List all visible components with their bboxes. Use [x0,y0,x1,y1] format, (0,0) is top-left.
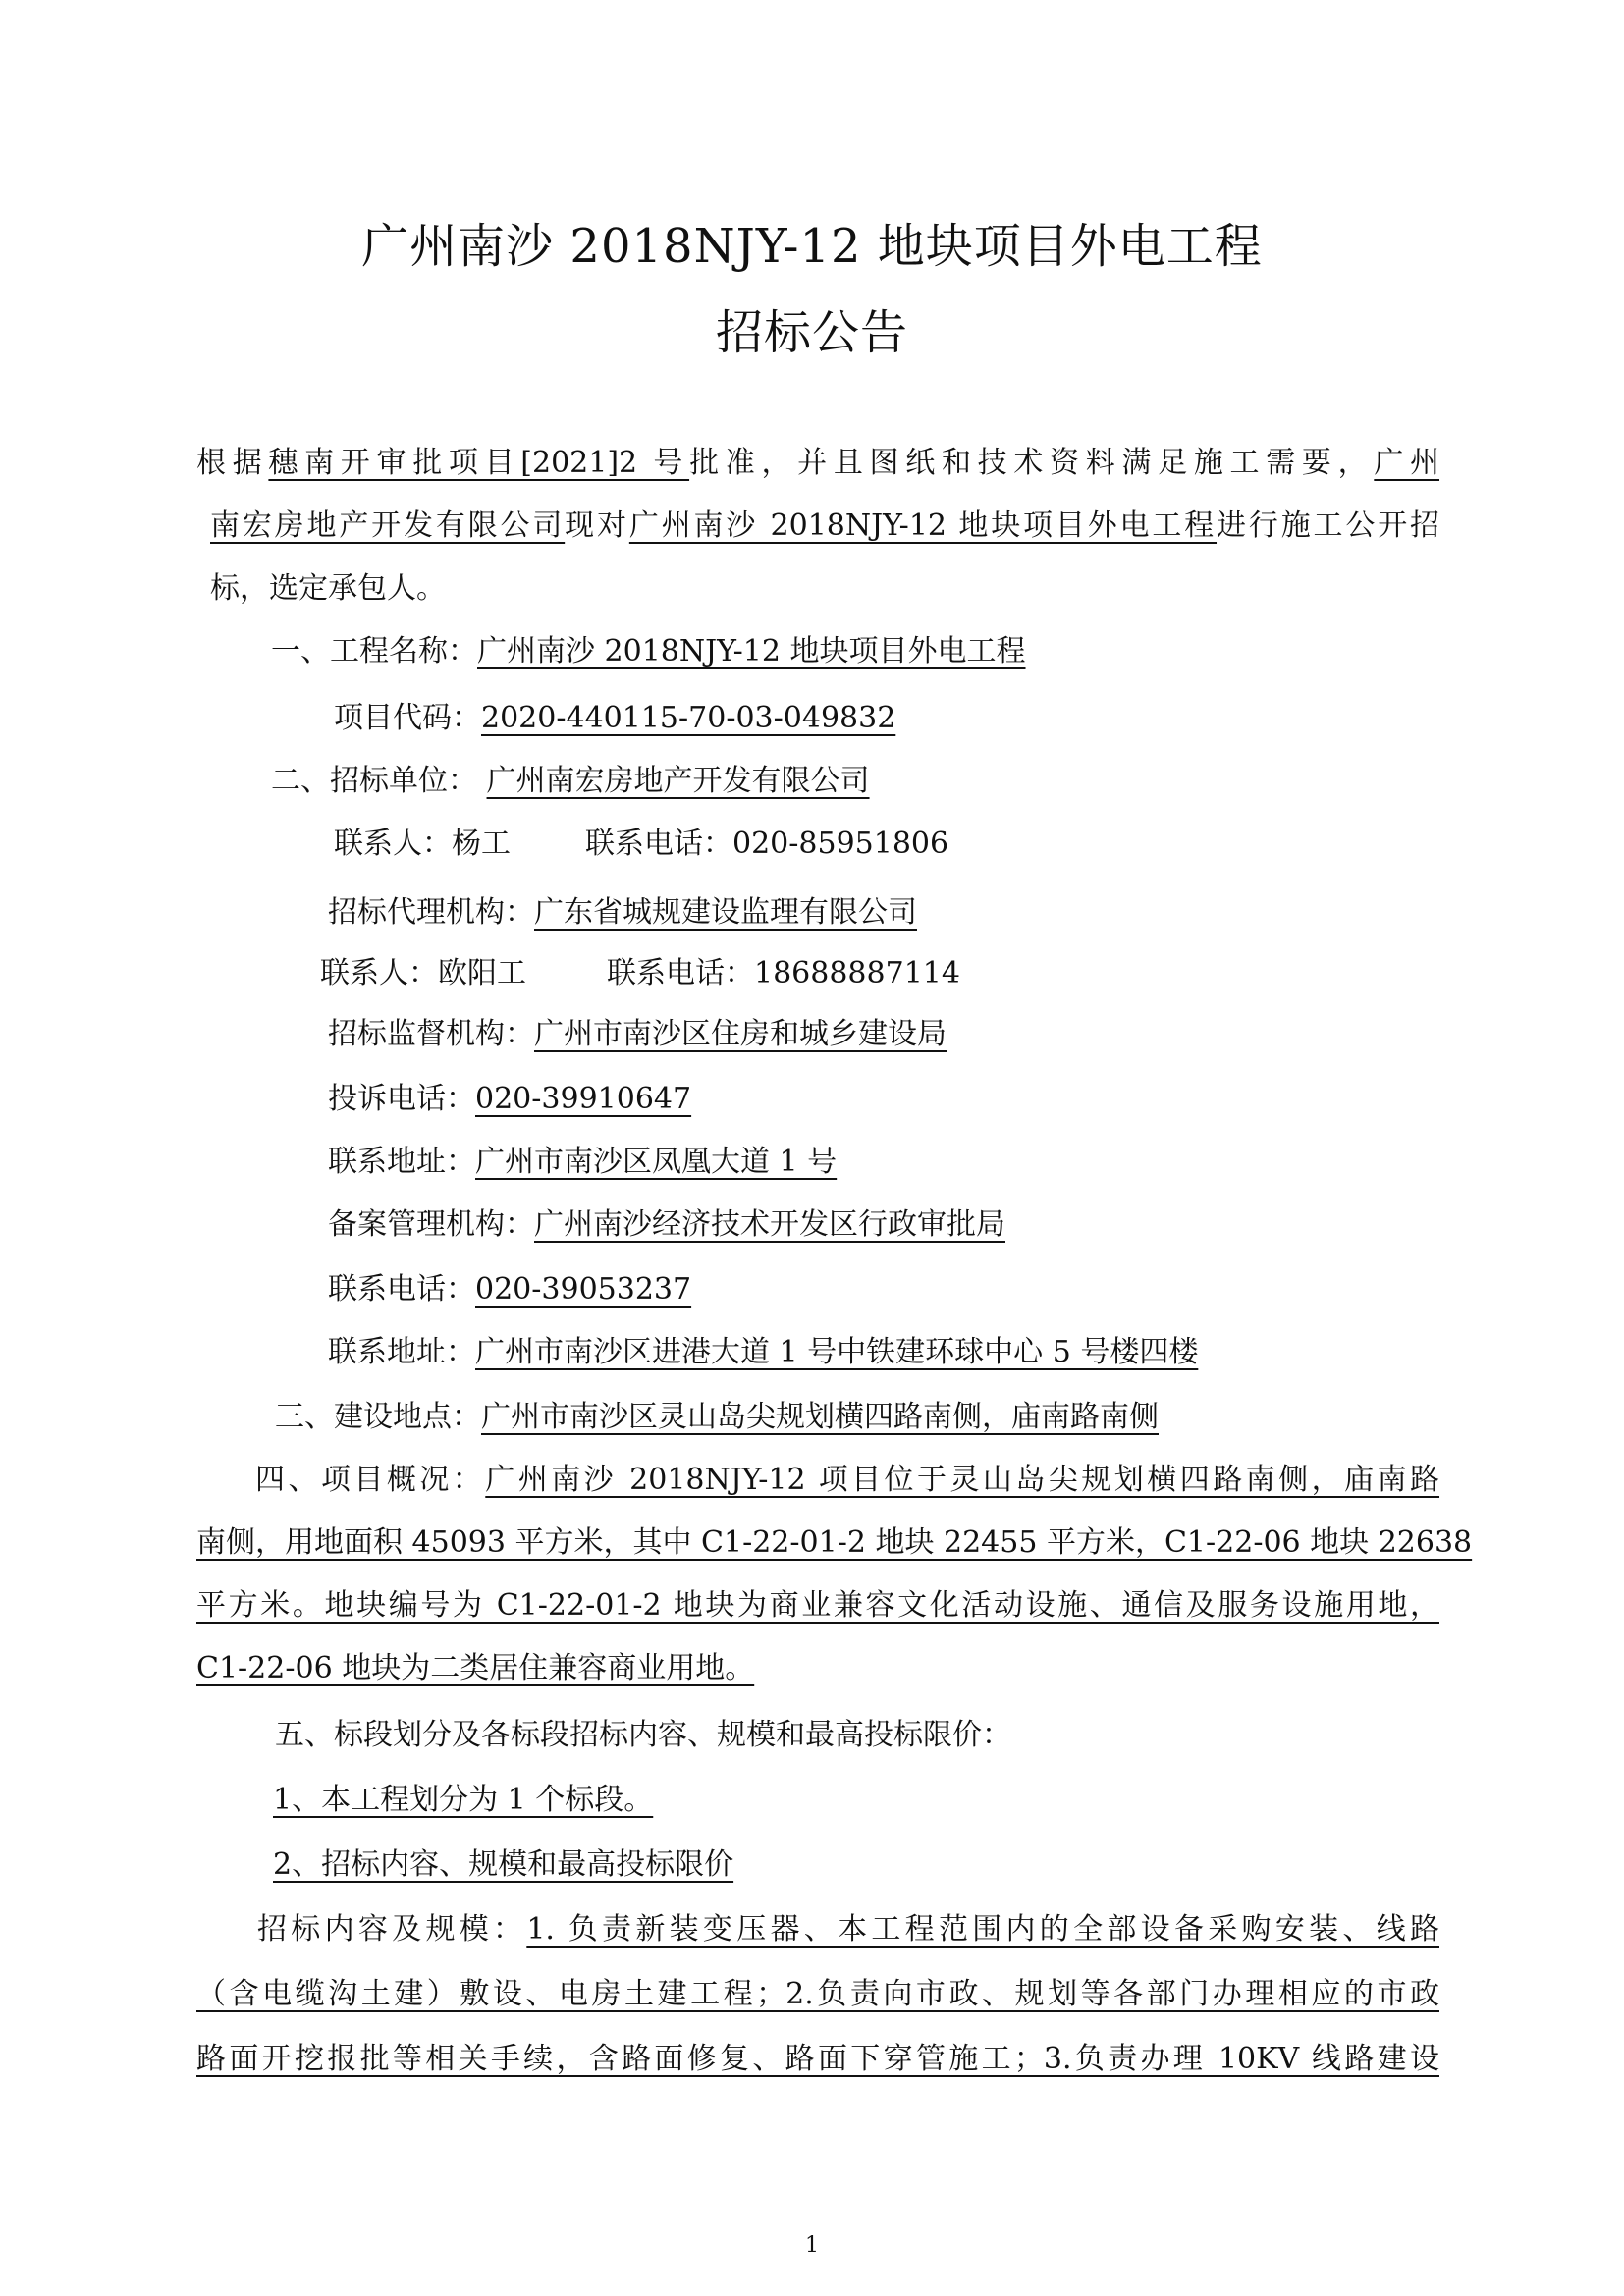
agency-value: 广东省城规建设监理有限公司 [534,895,917,930]
tenderer-contact-person: 联系人：杨工 [334,827,511,861]
supervisor-address-value: 广州市南沙区凤凰大道 1 号 [475,1145,838,1179]
record-address-value: 广州市南沙区进港大道 1 号中铁建环球中心 5 号楼四楼 [475,1335,1199,1369]
scope-text-1: 1. 负责新装变压器、本工程范围内的全部设备采购安装、线路 [526,1912,1439,1947]
tenderer-phone: 020-85951806 [732,827,949,861]
section-2-value: 广州南宏房地产开发有限公司 [486,764,870,798]
section-3-label: 三、建设地点： [275,1400,481,1434]
project-code-value: 2020-440115-70-03-049832 [481,701,896,735]
scope-line-1 [257,1910,1439,1949]
agency-label: 招标代理机构： [328,895,534,930]
agency-phone-label: 联系电话： [607,956,754,990]
section-4-line-2: 南侧，用地面积 45093 平方米，其中 C1-22-01-2 地块 22455 平方米，C1-22-06 地块 22638 [196,1525,1473,1560]
intro-text-3: 现对 [565,508,629,543]
approval-number: 穗南开审批项目[2021]2 号 [268,446,690,480]
project-code [334,699,895,738]
agency-phone: 18688887114 [754,956,960,990]
intro-line-3: 标，选定承包人。 [210,571,446,606]
scope-line-2: （含电缆沟土建）敷设、电房土建工程；2.负责向市政、规划等各部门办理相应的市政 [196,1977,1439,2011]
intro-text-2: 批准，并且图纸和技术资料满足施工需要， [689,446,1375,480]
owner-name-part-a: 广州 [1374,446,1440,480]
tenderer-phone-label: 联系电话： [585,827,732,861]
supervisor [328,1015,947,1054]
section-5-item-1: 1、本工程划分为 1 个标段。 [273,1783,654,1817]
record-address-label: 联系地址： [328,1335,475,1369]
complaint-phone-label: 投诉电话： [328,1082,475,1116]
agency-contact-person: 联系人：欧阳工 [320,956,526,990]
project-name: 广州南沙 2018NJY-12 地块项目外电工程 [628,508,1218,543]
supervisor-label: 招标监督机构： [328,1017,534,1051]
intro-text-4: 进行施工公开招 [1217,508,1440,543]
section-4-text-1: 广州南沙 2018NJY-12 项目位于灵山岛尖规划横四路南侧，庙南路 [485,1463,1440,1497]
intro-line-1 [196,444,1439,483]
section-5-heading: 五、标段划分及各标段招标内容、规模和最高投标限价： [275,1718,1011,1752]
section-1-value: 广州南沙 2018NJY-12 地块项目外电工程 [477,634,1026,668]
intro-text-1: 根据 [196,446,269,480]
section-2-label: 二、招标单位： [271,764,477,798]
section-4-line-1 [255,1461,1439,1500]
record-phone [328,1270,691,1309]
record-address [328,1333,1198,1372]
section-4-line-3: 平方米。地块编号为 C1-22-01-2 地块为商业兼容文化活动设施、通信及服务设施用地， [196,1588,1439,1623]
record-agency [328,1205,1005,1245]
owner-name-part-b: 南宏房地产开发有限公司 [210,508,566,543]
complaint-phone-value: 020-39910647 [475,1082,692,1116]
record-phone-value: 020-39053237 [475,1272,692,1307]
document-subtitle: 招标公告 [715,305,908,360]
tenderer-contact [334,825,948,864]
section-4-line-4: C1-22-06 地块为二类居住兼容商业用地。 [196,1651,755,1685]
section-4-label: 四、项目概况： [255,1463,486,1497]
project-code-label: 项目代码： [334,701,481,735]
section-1-label: 一、工程名称： [271,634,477,668]
section-5-item-2: 2、招标内容、规模和最高投标限价 [273,1847,734,1882]
section-3-value: 广州市南沙区灵山岛尖规划横四路南侧，庙南路南侧 [481,1400,1159,1434]
page-number: 1 [805,2233,819,2258]
agency-contact [320,954,960,993]
complaint-phone [328,1080,691,1119]
agency [328,893,917,933]
record-phone-label: 联系电话： [328,1272,475,1307]
record-agency-label: 备案管理机构： [328,1207,534,1242]
supervisor-address [328,1143,837,1182]
supervisor-value: 广州市南沙区住房和城乡建设局 [534,1017,947,1051]
supervisor-address-label: 联系地址： [328,1145,475,1179]
section-2-tenderer [271,762,870,801]
section-1-project-name [271,632,1026,671]
scope-line-3: 路面开挖报批等相关手续，含路面修复、路面下穿管施工；3.负责办理 10KV 线路建设 [196,2042,1439,2076]
section-3-location [275,1398,1159,1437]
scope-label: 招标内容及规模： [257,1912,527,1947]
document-title: 广州南沙 2018NJY-12 地块项目外电工程 [361,219,1263,274]
record-agency-value: 广州南沙经济技术开发区行政审批局 [534,1207,1005,1242]
intro-line-2 [210,507,1439,546]
